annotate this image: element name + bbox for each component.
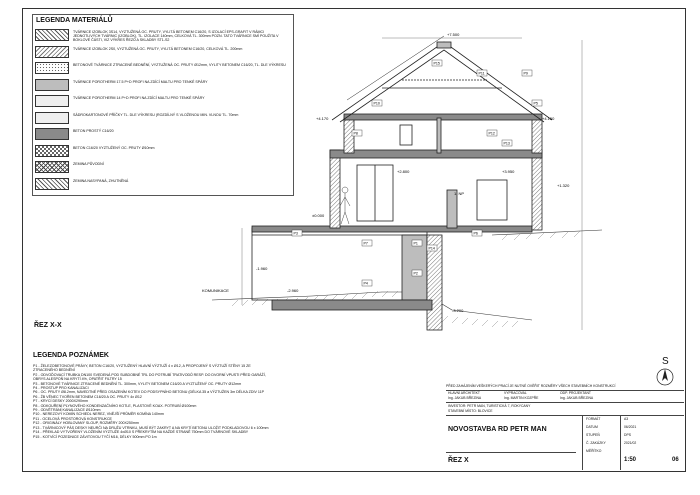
note-tag: P3: [293, 231, 298, 236]
section-title: ŘEZ X-X: [34, 322, 62, 329]
note-item: P4 - PROSTUP PRO KANALIZACI: [33, 386, 89, 391]
check-label: ODP. PROJEKTANT: [560, 391, 591, 395]
note-item: P3 - BETONOVÉ TVÁRNICE ZTRACENÉ BEDNĚNÍ TL. 300mm, VYLITY BETONEM C16/20 A VYZTUŽENÝ OC. PRUTY Ø12mm: [33, 381, 242, 386]
north-label: S: [662, 356, 669, 367]
ridge-level: +7.500: [447, 32, 460, 37]
note-tag: P7: [363, 241, 368, 246]
project-name: NOVOSTAVBA RD PETR MAN: [448, 426, 547, 433]
note-item: P13 - TVÁRNICOVÝ PÁS DESKY NEURČI NA DRUŽU VTRNKU, MUSÍ BÝT ZAKRYT A NA KRYTÍ BETONU ULOŽIT PODKLADOVOU 6 x 100mm: [33, 425, 269, 430]
note-tag: P1: [413, 241, 418, 246]
format-value: A3: [624, 417, 629, 421]
material-text: TVÁRNICE POROTHERM 17.5 P+D PROFI NA ZDÍCÍ MALTU PRO TENKÉ SPÁRY: [73, 79, 208, 84]
ground-floor: [252, 150, 542, 232]
note-tag: P2: [413, 271, 418, 276]
date-label: DATUM: [586, 425, 598, 429]
material-swatch: [35, 62, 69, 74]
note-item: P10 - NEREZOVÝ KOMÍN SCHIEDL NEREZ, VNĚJŠÍ PRŮMĚR KOMÍNA 140mm: [33, 412, 164, 417]
level-zero: ±0.000: [312, 213, 325, 218]
material-swatch: [35, 178, 69, 190]
note-tag: P15: [433, 61, 440, 66]
note-item: P6 - OC. PRUTY Ø8.2mm, NAVEDTNÉ PŘED OSAZENÍM KOTEV DO PODSYPNÍHO BETONU (DÉLKA 35 a VÝZTUŽEN 3m DÉLKA ZDIV 11P: [33, 390, 264, 395]
person-figure: [340, 187, 350, 224]
upper-floor: [344, 114, 542, 153]
note-item: P15 - KOTVÍCÍ POZEDNICE ZÁVITOVOU TYČÍ M16, DÉLKY 500mm PO 1m: [33, 434, 157, 439]
north-arrow: [655, 357, 675, 377]
material-swatch: [35, 95, 69, 107]
note-item: P2 - ODVOĎOVACÍ TRUBKA DN100 SVEDENÁ POD SUBDOBNÉ TRL DO POTRUBÍ TRATIVODŮ RESP. DO DVORNÍ VPUSTI PŘED GARÁŽÍ, OBRYS ALESPOŇ NA KRYTÍ 4%, OPATŘIT FILTRY 15: [33, 372, 266, 382]
title-block-header: PŘED ZAHÁJENÍM VEŠKERÝCH PRACÍ JE NUTNÉ OVĚŘIT ROZMĚRY VŠECH STAVEBNÍCH KONSTRUKCÍ: [446, 384, 616, 388]
note-item: P9 - ODVĚTRÁNÍ KANALIZACE Ø110mm: [33, 408, 101, 413]
date-value: 06/2021: [624, 425, 637, 429]
eaves-left-level: +4.170: [316, 116, 329, 121]
note-item: P14 - PŘEKLAD VYTVOŘENÝ VLOŽENÍM VÝZTUŽE 4xØ10 S PŘEKRYTÍM NA KAŽDÉ STRANĚ 750mm DO TVÁRNOVÉ SKLADBY: [33, 430, 249, 435]
drawing-name: ŘEZ X: [448, 457, 469, 464]
sheet-number: 06: [672, 457, 679, 463]
investor-label: INVESTOR: PETR MAN, TURISTICKÁ 7, ROKYCANY: [448, 404, 531, 408]
eaves-right-level: +4.150: [542, 116, 555, 121]
note-item: P6 - ŽB VĚNEC TVOŘEN BETONEM C16/20 A OC. PRUTY 4x Ø12: [33, 394, 142, 399]
material-text: BETONOVÉ TVÁRNICE ZTRACENÉ BEDNĚNÍ, VYZTUŽENÁ OC. PRUTY Ø12mm, VYLITY BETONEM C16/20, TL. DLE VÝKRESU: [73, 63, 286, 67]
number-label: Č. ZAKÁZKY: [586, 441, 606, 445]
material-swatch: [35, 29, 69, 41]
location-label: STAVEBNÍ MÍSTO: BLOVICE: [448, 409, 493, 413]
level-one: +2.800: [397, 169, 410, 174]
stage-value: DPS: [624, 433, 631, 437]
note-tag: P5: [533, 101, 538, 106]
note-tag: P12: [488, 131, 495, 136]
note-tag: P6: [473, 231, 478, 236]
material-text: TVÁRNICE IZOBLOK 2S0, VYZTUŽENÁ OC. PRUTY, VYLITÁ BETONEM C16/20, CELKOVÁ TL. 200mm: [73, 46, 243, 51]
material-text: BETON C16/20 VYZTUŽENÝ OC. PRUTY Ø10mm: [73, 145, 155, 150]
material-text: BETON PROSTÝ C16/20: [73, 129, 114, 133]
material-swatch: [35, 128, 69, 140]
note-item: P11 - OCELOVÁ PROSTOROVÁ KONSTRUKCE: [33, 416, 112, 421]
notes-title: LEGENDA POZNÁMEK: [33, 352, 109, 359]
architect-value: Ing. JAKUB BŘEZINA: [448, 396, 482, 400]
format-label: FORMÁT: [586, 417, 601, 421]
road-label: KOMUNIKACE: [202, 288, 229, 293]
note-item: P7 - KRYCÍ DESKY 2000X290mm: [33, 399, 88, 404]
terrain-right: +1.320: [557, 183, 570, 188]
material-swatch: [35, 145, 69, 157]
number-value: 2021/02: [624, 441, 637, 445]
material-swatch: [35, 46, 69, 58]
floor-label: 1. NP: [454, 191, 465, 196]
scale-value: 1:50: [624, 457, 637, 463]
note-tag: P13: [503, 141, 510, 146]
material-swatch: [35, 112, 69, 124]
roof: [332, 36, 552, 122]
notes-legend: [33, 352, 273, 439]
material-text: TVÁRNICE POROTHERM 14 P+D PROFI NA ZDÍCÍ MALTU PRO TENKÉ SPÁRY: [73, 96, 205, 100]
stage-label: STUPEŇ: [586, 433, 600, 437]
note-item: P1 - ŽELEZOBETONOVÉ PRÁVY, BETON C16/20, VYZTUŽENÝ HLAVNÍ VÝZTUŽÍ 4 x Ø12, A PROPOJENÝ S VÝZTUŽÍ STĚNY 15 ZE ZTRACENÉHO BEDNĚNÍ: [33, 364, 251, 373]
section-drawing: [202, 30, 602, 340]
note-tag: P11: [478, 71, 485, 76]
material-text: TVÁRNICE IZOBLOK 3S14, VYZTUŽENÁ OC. PRUTY, VYLITÁ BETONEM C16/20, S IZOLACÍ EPS-GRAFIT V RÁMCI JEDNOTLIVÝCH TVÁRNIC (IZOBLOK), TL. IZOLACE 140mm, CELKOVÁ TL. 300mm POZN. TATO TVÁRNICE SMÍ POUŽITA V BOKLOVÉ ČÁSTI, VIZ VÝKRES ŘEZŮ A SKLADBY ST1-S2: [73, 30, 279, 43]
note-tag: P10: [373, 101, 380, 106]
scale-label: MĚŘÍTKO: [586, 449, 602, 453]
note-tag: P14: [428, 246, 435, 251]
ground-left: -2.960: [287, 288, 299, 293]
material-legend-title: LEGENDA MATERIÁLŮ: [36, 17, 113, 24]
author-label: VYPRACOVAL: [504, 391, 527, 395]
material-swatch: [35, 161, 69, 173]
check-value: Ing. JAKUB BŘEZINA: [560, 396, 594, 400]
author-value: Ing. MARTIN KOZPŘE: [504, 396, 539, 400]
architect-label: HLAVNÍ ARCHITEKT: [448, 391, 480, 395]
ground-right: -3.200: [452, 308, 464, 313]
note-item: P12 - ORIGINÁLY HOBLOVANÝ SLOUP, ROZMĚRY 200X250mm: [33, 421, 139, 426]
note-tag: P8: [353, 131, 358, 136]
material-text: ZEMINA PŮVODNÍ: [73, 162, 104, 166]
material-text: SÁDROKARTONOVÉ PŘÍČKY TL. DLE VÝKRESU (ROZDÍLNÝ S VLOŽENOU MIN. VLNOU TL. 70mm: [73, 112, 239, 117]
note-tag: P9: [523, 71, 528, 76]
level-minus: -1.960: [256, 266, 268, 271]
level-two: +3.950: [502, 169, 515, 174]
material-swatch: [35, 79, 69, 91]
note-tag: P4: [363, 281, 368, 286]
material-text: ZEMINA NASYPANÁ, ZHUTNĚNÁ: [73, 178, 129, 183]
title-block: [446, 384, 684, 470]
note-item: P8 - ODKOUŘENÍ PLYNOVÉHO KONDENZAČNÍHO KOTLE, PLASTOVÉ KOAX. POTRUBÍ Ø100mm: [33, 403, 197, 408]
